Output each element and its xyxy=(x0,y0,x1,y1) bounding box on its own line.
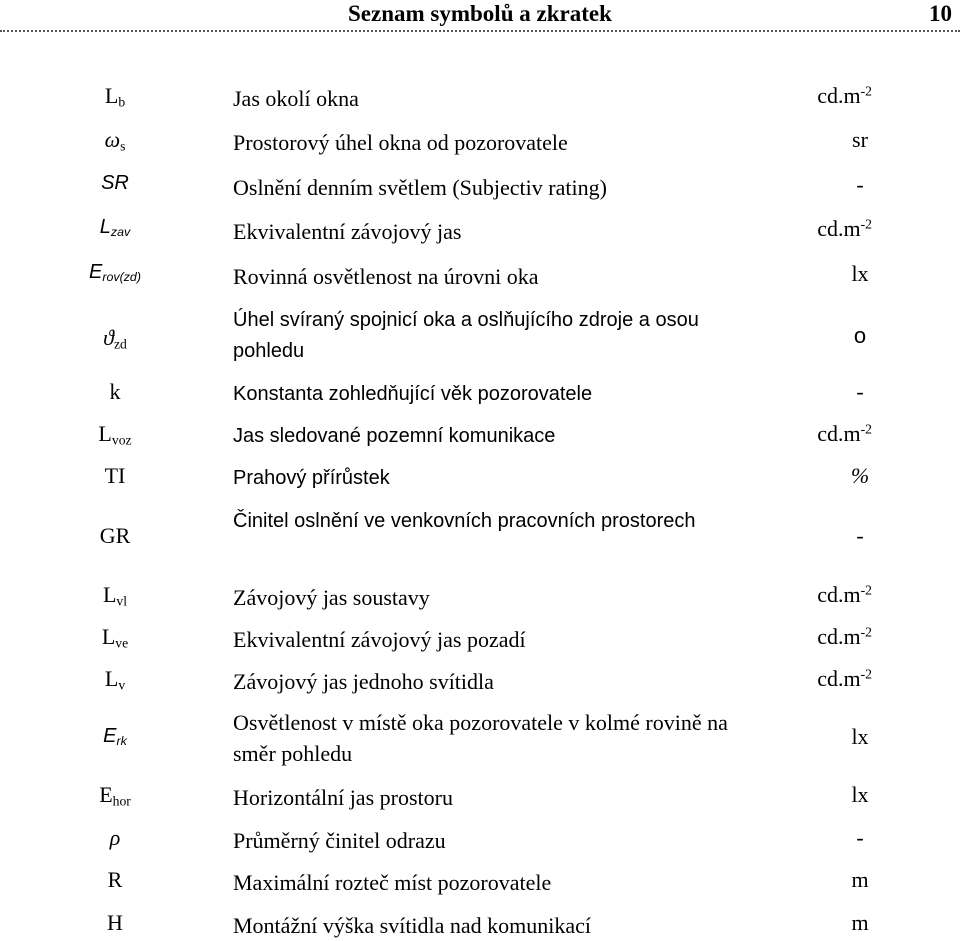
unit: % xyxy=(850,463,870,488)
symbol: ρ xyxy=(109,825,121,850)
description: Činitel oslnění ve venkovních pracovních prostorech xyxy=(233,510,696,532)
unit: $cd.m^{-2}$ xyxy=(817,624,872,649)
description: Úhel svíraný spojnicí oka a oslňujícího zdroje a osou pohledu xyxy=(233,309,699,362)
unit: lx xyxy=(851,724,869,749)
description: Závojový jas soustavy xyxy=(233,585,430,610)
description: Maximální rozteč míst pozorovatele xyxy=(233,870,552,895)
symbol: $L_v$ xyxy=(104,666,126,693)
description: Jas okolí okna xyxy=(233,86,359,111)
symbol: $L_{zav}$ xyxy=(99,216,131,240)
description: Osvětlenost v místě oka pozorovatele v kolmé rovině na směr pohledu xyxy=(233,710,728,766)
unit: $cd.m^{-2}$ xyxy=(817,421,872,446)
unit: sr xyxy=(852,127,868,152)
symbol: $L_{vl}$ xyxy=(102,582,128,609)
description: Závojový jas jednoho svítidla xyxy=(233,669,494,694)
symbol: $L_{ve}$ xyxy=(101,624,129,651)
symbol: $ϑ_{zd}$ xyxy=(103,325,127,352)
description: Ekvivalentní závojový jas xyxy=(233,219,462,244)
unit: $cd.m^{-2}$ xyxy=(817,582,872,607)
unit: - xyxy=(856,379,864,404)
symbol: $E_{rk}$ xyxy=(103,725,127,749)
unit: - xyxy=(856,825,864,850)
description: Oslnění denním světlem (Subjectiv rating) xyxy=(233,175,607,200)
unit: - xyxy=(856,523,864,548)
symbol: $E_{rov(zd)}$ xyxy=(89,261,141,285)
symbol: $L_b$ xyxy=(104,83,126,110)
unit: $cd.m^{-2}$ xyxy=(817,666,872,691)
symbol: H xyxy=(107,910,123,935)
unit: m xyxy=(851,867,869,892)
page-number: 10 xyxy=(929,1,952,26)
unit: m xyxy=(851,910,869,935)
unit: $cd.m^{-2}$ xyxy=(817,216,872,241)
symbol: SR xyxy=(101,172,129,194)
symbol: $L_{voz}$ xyxy=(98,421,132,448)
symbol: TI xyxy=(104,463,126,488)
description: Prostorový úhel okna od pozorovatele xyxy=(233,130,568,155)
description: Jas sledované pozemní komunikace xyxy=(233,425,556,447)
unit: lx xyxy=(851,782,869,807)
unit: $cd.m^{-2}$ xyxy=(817,83,872,108)
description: Rovinná osvětlenost na úrovni oka xyxy=(233,264,539,289)
description: Průměrný činitel odrazu xyxy=(233,828,446,853)
unit: lx xyxy=(851,261,869,286)
unit: o xyxy=(853,323,867,348)
description: Horizontální jas prostoru xyxy=(233,785,453,810)
section-title: Seznam symbolů a zkratek xyxy=(348,1,612,26)
description: Prahový přírůstek xyxy=(233,467,390,489)
header-divider xyxy=(0,30,960,32)
description: Montážní výška svítidla nad komunikací xyxy=(233,913,592,938)
symbol: $\omega_s$ xyxy=(104,127,126,154)
description: Konstanta zohledňující věk pozorovatele xyxy=(233,383,593,405)
symbol: k xyxy=(109,379,121,404)
symbol: R xyxy=(107,867,123,892)
unit: - xyxy=(856,172,864,197)
symbol: GR xyxy=(99,523,131,548)
symbol: $E_{hor}$ xyxy=(99,782,131,809)
page-header xyxy=(0,0,960,34)
description: Ekvivalentní závojový jas pozadí xyxy=(233,627,526,652)
